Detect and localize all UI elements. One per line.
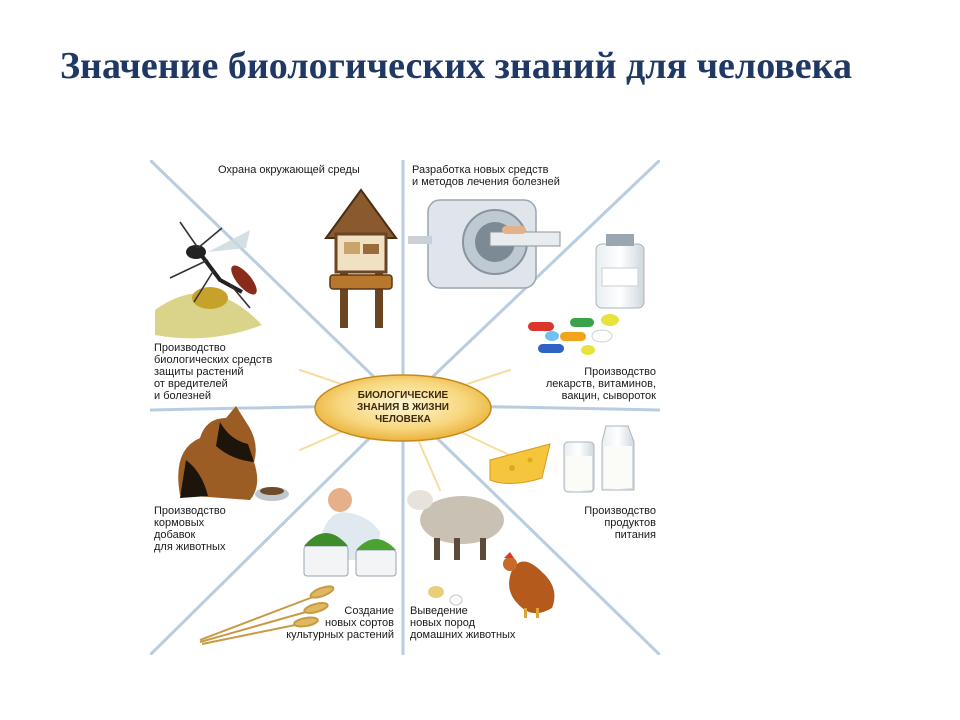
milk-icon bbox=[564, 426, 634, 492]
sheep-icon bbox=[407, 490, 504, 560]
label-animal-breeds: Выведение новых пород домашних животных bbox=[410, 605, 516, 641]
mri-scanner-icon bbox=[408, 200, 560, 288]
label-plant-varieties: Создание новых сортов культурных растений bbox=[286, 605, 394, 641]
label-feed: Производство кормовых добавок для животных bbox=[154, 505, 226, 553]
label-food: Производство продуктов питания bbox=[584, 505, 656, 541]
insect-icon bbox=[155, 222, 262, 338]
label-medicine-methods: Разработка новых средств и методов лечения болезней bbox=[412, 164, 560, 188]
center-label: БИОЛОГИЧЕСКИЕ ЗНАНИЯ В ЖИЗНИ ЧЕЛОВЕКА bbox=[357, 390, 449, 425]
vial-icon bbox=[596, 234, 644, 308]
scientist-icon bbox=[304, 488, 396, 576]
dog-icon bbox=[178, 406, 289, 501]
chicks-icon bbox=[428, 586, 462, 605]
page-title: Значение биологических знаний для человека bbox=[60, 45, 852, 87]
label-plant-protection: Производство биологических средств защиты растений от вредителей и болезней bbox=[154, 342, 273, 402]
biology-knowledge-diagram bbox=[150, 160, 660, 655]
label-environment: Охрана окружающей среды bbox=[218, 164, 360, 176]
nature-sign-icon bbox=[326, 190, 396, 328]
label-drugs: Производство лекарств, витаминов, вакцин, сывороток bbox=[545, 366, 656, 402]
pills-icon bbox=[528, 314, 619, 355]
